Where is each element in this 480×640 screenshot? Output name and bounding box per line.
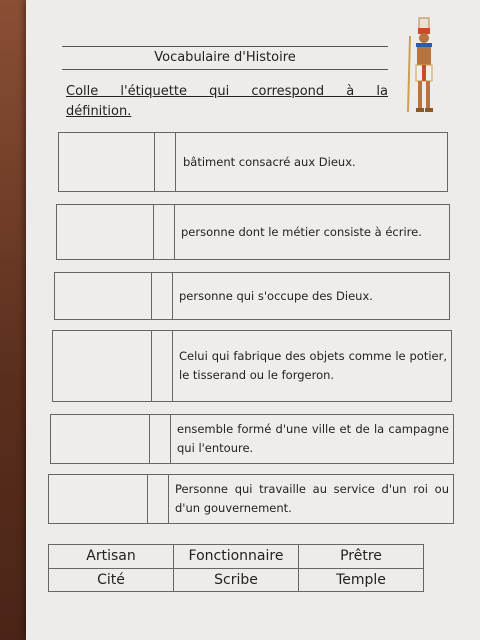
definition-row (52, 330, 452, 402)
label-temple[interactable]: Temple (299, 568, 424, 592)
label-drop-zone[interactable] (53, 331, 152, 401)
label-cite[interactable]: Cité (49, 568, 174, 592)
definition-row (54, 272, 450, 320)
worksheet-page (26, 0, 480, 640)
label-grid (48, 544, 424, 592)
definition-text: Celui qui fabrique des objets comme le potier, le tisserand ou le forgeron. (179, 349, 447, 382)
label-scribe[interactable]: Scribe (174, 568, 299, 592)
definition-text: Personne qui travaille au service d'un roi ou d'un gouvernement. (175, 482, 449, 515)
definition-text: ensemble formé d'une ville et de la campagne qui l'entoure. (177, 422, 449, 455)
label-artisan[interactable]: Artisan (49, 545, 174, 569)
worksheet-title: Vocabulaire d'Histoire (62, 46, 388, 70)
definition-text: bâtiment consacré aux Dieux. (183, 154, 356, 169)
label-drop-zone[interactable] (51, 415, 150, 463)
instruction-line-2: définition. (66, 104, 132, 119)
definition-text: personne qui s'occupe des Dieux. (179, 288, 373, 303)
label-pretre[interactable]: Prêtre (299, 545, 424, 569)
label-row (49, 568, 424, 592)
label-row (49, 545, 424, 569)
instruction-line-1: Colle l'étiquette qui correspond à la (66, 84, 388, 99)
label-drop-zone[interactable] (57, 205, 154, 259)
definition-row (48, 474, 454, 524)
definition-row (58, 132, 448, 192)
instruction-text (66, 82, 388, 122)
label-drop-zone[interactable] (55, 273, 152, 319)
definition-text: personne dont le métier consiste à écrire. (181, 224, 422, 239)
pharaoh-illustration (402, 16, 446, 116)
label-fonctionnaire[interactable]: Fonctionnaire (174, 545, 299, 569)
definition-row (56, 204, 450, 260)
label-drop-zone[interactable] (49, 475, 148, 523)
definition-row (50, 414, 454, 464)
label-drop-zone[interactable] (59, 133, 155, 191)
